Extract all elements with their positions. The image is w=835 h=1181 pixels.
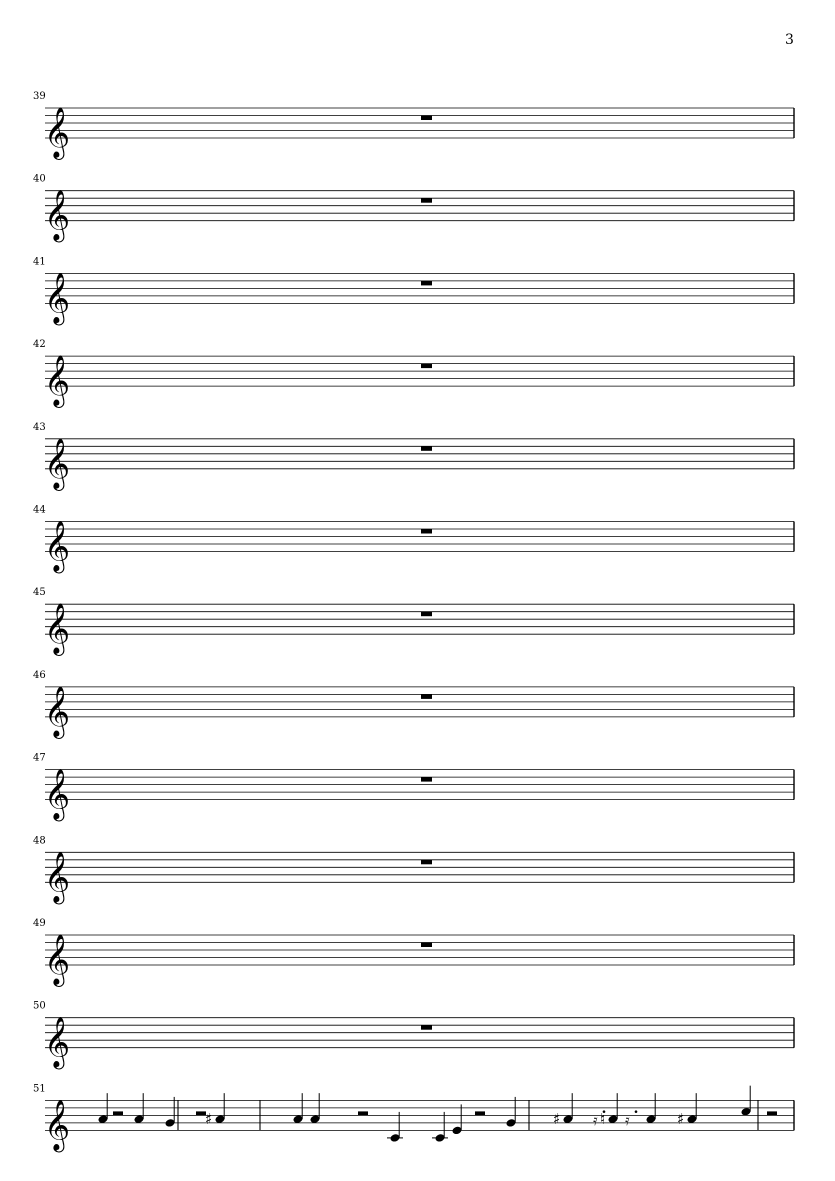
half-rest-icon: [475, 1111, 485, 1115]
measure-number: 49: [33, 918, 46, 929]
whole-rest-icon: [421, 943, 432, 948]
treble-clef-icon: 𝄞: [44, 851, 71, 903]
half-rest-icon: [358, 1111, 368, 1115]
sixteenth-rest-icon: 𝄿: [625, 1110, 630, 1129]
whole-rest-icon: [421, 529, 432, 534]
measure-number: 40: [33, 173, 46, 185]
treble-clef-icon: 𝄞: [44, 520, 71, 572]
half-rest-icon: [113, 1111, 123, 1115]
whole-rest-icon: [421, 446, 432, 451]
measure-number: 42: [33, 339, 46, 351]
treble-clef-icon: 𝄞: [44, 685, 71, 737]
treble-clef-icon: 𝄞: [44, 355, 71, 407]
treble-clef-icon: 𝄞: [44, 934, 71, 985]
page-number: 3: [785, 32, 794, 48]
measure-number: 39: [33, 91, 46, 102]
measure-number: 46: [33, 669, 46, 681]
measure-number: 51: [33, 1083, 46, 1095]
natural-icon: ♮: [600, 1110, 606, 1129]
whole-rest-icon: [421, 612, 432, 617]
treble-clef-icon: 𝄞: [44, 1099, 71, 1151]
staff-system-50: [33, 1001, 794, 1070]
whole-rest-icon: [421, 860, 432, 865]
whole-rest-icon: [421, 1025, 432, 1030]
treble-clef-icon: 𝄞: [44, 272, 71, 324]
staff-system-41: [33, 256, 794, 325]
sharp-icon: ♯: [205, 1110, 213, 1129]
whole-rest-icon: [421, 281, 432, 286]
staff-system-45: [33, 587, 794, 656]
staff-system-47: [33, 753, 794, 822]
treble-clef-icon: 𝄞: [44, 768, 71, 820]
treble-clef-icon: 𝄞: [44, 437, 71, 489]
whole-rest-icon: [421, 777, 432, 782]
measure-number: 50: [33, 1000, 46, 1012]
whole-rest-icon: [421, 116, 432, 121]
staff-system-49: [33, 918, 794, 987]
whole-rest-icon: [421, 198, 432, 203]
treble-clef-icon: 𝄞: [44, 107, 71, 158]
sharp-icon: ♯: [677, 1110, 685, 1129]
staff-system-43: [33, 422, 794, 491]
sixteenth-rest-icon: 𝄿: [593, 1110, 598, 1129]
measure-number: 44: [33, 504, 46, 516]
staff-system-48: [33, 835, 794, 904]
staff-system-46: [33, 670, 794, 739]
treble-clef-icon: 𝄞: [44, 1016, 71, 1068]
half-rest-icon: [767, 1111, 777, 1115]
whole-rest-icon: [421, 694, 432, 699]
sharp-icon: ♯: [553, 1110, 561, 1129]
staff-system-42: [33, 339, 794, 408]
treble-clef-icon: 𝄞: [44, 603, 71, 655]
measure-number: 48: [33, 835, 46, 847]
staff-system-44: [33, 505, 794, 574]
measure-number: 41: [33, 256, 46, 268]
treble-clef-icon: 𝄞: [44, 189, 71, 241]
staff-system-39: [33, 91, 794, 160]
staff-system-40: [33, 174, 794, 243]
whole-rest-icon: [421, 364, 432, 369]
measure-number: 45: [33, 587, 46, 599]
measure-number: 43: [33, 421, 46, 433]
rest-dot: [635, 1110, 638, 1113]
staff-system-51: [33, 1083, 794, 1152]
measure-number: 47: [33, 752, 46, 764]
